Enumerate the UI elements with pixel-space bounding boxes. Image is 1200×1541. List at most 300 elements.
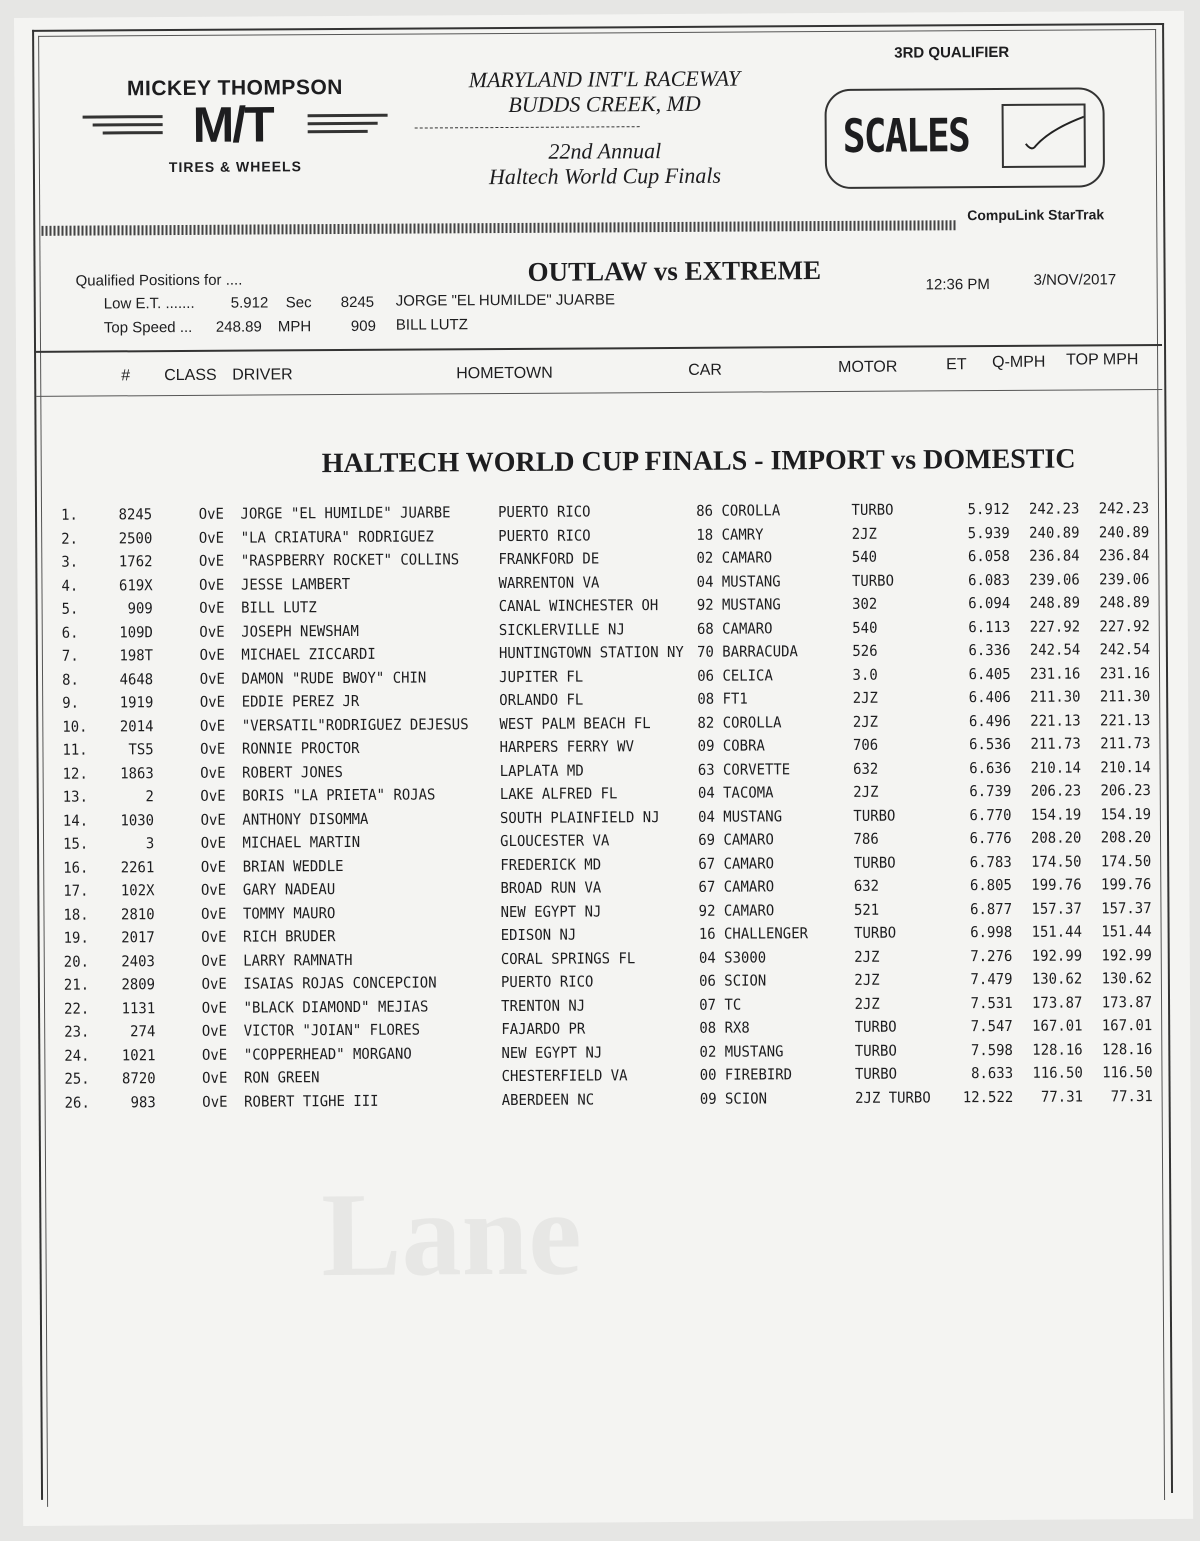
cell-qmph: 227.92 (1029, 616, 1081, 636)
cell-position: 11. (62, 740, 88, 759)
cell-hometown: CORAL SPRINGS FL (500, 948, 636, 968)
cell-qmph: 242.23 (1028, 499, 1080, 518)
cell-motor: 540 (851, 547, 878, 566)
cell-et: 5.939 (967, 523, 1010, 542)
cell-qmph: 211.73 (1030, 734, 1081, 753)
cell-car-number: 1131 (121, 998, 156, 1017)
cell-position: 16. (63, 858, 89, 877)
cell-driver: "RASPBERRY ROCKET" COLLINS (240, 550, 460, 570)
col-header-motor: MOTOR (838, 358, 898, 376)
cell-top-mph: 210.14 (1100, 757, 1151, 776)
cell-car-number: 1021 (121, 1045, 156, 1064)
cell-motor: TURBO (853, 806, 896, 825)
cell-position: 8. (61, 670, 79, 689)
cell-car: 69 CAMARO (698, 830, 774, 849)
cell-car-number: 4648 (119, 669, 154, 688)
cell-hometown: FREDERICK MD (500, 854, 602, 874)
cell-position: 7. (61, 646, 79, 665)
cell-car: 92 MUSTANG (696, 595, 781, 614)
cell-position: 6. (61, 623, 79, 642)
cell-position: 24. (64, 1046, 90, 1065)
cell-et: 6.083 (967, 570, 1011, 589)
cell-car-number: 2017 (121, 928, 155, 947)
cell-car: 07 TC (699, 995, 742, 1014)
cell-car: 18 CAMRY (696, 524, 764, 544)
cell-car-number: 619X (118, 575, 153, 594)
cell-car: 16 CHALLENGER (698, 924, 809, 943)
venue-name: MARYLAND INT'L RACEWAY (468, 65, 741, 93)
cell-car: 04 TACOMA (697, 783, 774, 802)
cell-et: 6.094 (968, 593, 1011, 613)
cell-driver: "VERSATIL"RODRIGUEZ DEJESUS (241, 714, 469, 735)
cell-class: OvE (201, 904, 227, 923)
cell-top-mph: 174.50 (1100, 851, 1152, 870)
cell-driver: ISAIAS ROJAS CONCEPCION (243, 973, 437, 993)
cell-car-number: 2403 (121, 951, 155, 970)
cell-et: 6.058 (967, 546, 1010, 566)
qualified-positions-label: Qualified Positions for .... (75, 271, 243, 290)
cell-motor: 2JZ (851, 524, 877, 543)
cell-car: 02 CAMARO (696, 548, 773, 567)
cell-motor: 786 (853, 829, 879, 848)
cell-motor: 3.0 (852, 665, 878, 684)
cell-motor: TURBO (854, 1064, 898, 1083)
cell-position: 10. (62, 717, 88, 736)
cell-driver: EDDIE PEREZ JR (241, 691, 360, 711)
cell-car-number: 983 (130, 1092, 156, 1111)
cell-qmph: 248.89 (1029, 593, 1080, 612)
cell-class: OvE (202, 1092, 228, 1111)
cell-qmph: 208.20 (1030, 828, 1082, 847)
cell-driver: JESSE LAMBERT (240, 574, 351, 594)
cell-top-mph: 128.16 (1101, 1039, 1153, 1058)
cell-hometown: SOUTH PLAINFIELD NJ (499, 807, 660, 827)
cell-car-number: 2261 (120, 857, 155, 876)
cell-car-number: 2500 (118, 528, 153, 547)
cell-class: OvE (201, 1021, 228, 1040)
cell-driver: JORGE "EL HUMILDE" JUARBE (240, 503, 451, 523)
cell-car: 67 CAMARO (698, 877, 775, 896)
cell-class: OvE (201, 998, 227, 1017)
cell-car: 67 CAMARO (698, 853, 775, 873)
cell-et: 7.547 (970, 1016, 1013, 1036)
cell-class: OvE (200, 810, 226, 829)
cell-car-number: 1863 (120, 763, 154, 782)
cell-class: OvE (198, 504, 224, 523)
cell-driver: VICTOR "JOIAN" FLORES (243, 1020, 421, 1040)
cell-motor: 2JZ (852, 688, 878, 707)
col-header-top-mph: TOP MPH (1066, 351, 1139, 369)
cell-motor: 2JZ (854, 970, 880, 989)
cell-top-mph: 227.92 (1099, 616, 1150, 635)
cell-motor: 2JZ (852, 712, 879, 731)
cell-position: 25. (64, 1069, 90, 1088)
cell-et: 8.633 (971, 1063, 1014, 1083)
cell-top-mph: 248.89 (1099, 593, 1150, 612)
low-et-driver: JORGE "EL HUMILDE" JUARBE (395, 291, 616, 310)
bleed-through-text: Lane (321, 1166, 582, 1302)
cell-top-mph: 154.19 (1100, 804, 1152, 823)
cell-qmph: 151.44 (1031, 922, 1083, 941)
cell-top-mph: 77.31 (1110, 1086, 1153, 1105)
cell-top-mph: 242.54 (1099, 640, 1151, 659)
cell-class: OvE (199, 669, 225, 688)
col-header-driver: DRIVER (232, 366, 293, 384)
col-header-et: ET (946, 356, 967, 374)
cell-position: 23. (64, 1022, 90, 1041)
cell-car-number: 2014 (119, 716, 154, 735)
cell-hometown: GLOUCESTER VA (500, 831, 610, 851)
cell-class: OvE (201, 974, 227, 993)
cell-driver: BRIAN WEDDLE (242, 856, 344, 876)
cell-car: 09 COBRA (697, 736, 765, 755)
cell-driver: MICHAEL MARTIN (242, 832, 361, 852)
cell-driver: RON GREEN (243, 1068, 320, 1087)
event-name: Haltech World Cup Finals (488, 162, 722, 190)
cell-motor: 521 (853, 900, 880, 919)
cell-motor: 540 (852, 618, 878, 637)
cell-motor: TURBO (854, 1041, 897, 1060)
timing-system: CompuLink StarTrak (967, 206, 1105, 224)
cell-et: 6.770 (969, 805, 1012, 824)
cell-hometown: PUERTO RICO (498, 502, 591, 522)
cell-hometown: PUERTO RICO (500, 972, 594, 992)
cell-class: OvE (199, 622, 225, 641)
cell-qmph: 240.89 (1029, 523, 1080, 542)
cell-qmph: 128.16 (1032, 1039, 1083, 1059)
cell-car-number: 102X (120, 881, 155, 900)
cell-position: 13. (62, 787, 89, 806)
cell-position: 1. (60, 505, 78, 524)
cell-top-mph: 157.37 (1101, 898, 1152, 917)
cell-et: 7.598 (970, 1040, 1013, 1059)
cell-hometown: NEW EGYPT NJ (500, 901, 602, 921)
cell-class: OvE (200, 763, 226, 782)
cell-position: 19. (63, 928, 89, 947)
cell-et: 6.998 (970, 922, 1013, 942)
class-title: OUTLAW vs EXTREME (527, 255, 822, 287)
logo-mark: M/T (192, 96, 273, 153)
cell-class: OvE (199, 598, 225, 617)
cell-car: 06 SCION (699, 971, 767, 990)
col-header-hometown: HOMETOWN (456, 364, 553, 383)
col-header-number: # (121, 367, 131, 385)
cell-driver: BORIS "LA PRIETA" ROJAS (242, 785, 436, 805)
cell-et: 6.406 (968, 687, 1011, 707)
cell-class: OvE (200, 786, 226, 805)
cell-position: 17. (63, 881, 89, 900)
top-speed-unit: MPH (277, 318, 312, 336)
cell-qmph: 116.50 (1032, 1063, 1083, 1082)
cell-qmph: 206.23 (1030, 781, 1082, 800)
cell-et: 6.783 (969, 852, 1012, 871)
cell-et: 6.636 (969, 758, 1012, 777)
cell-position: 12. (62, 764, 88, 783)
cell-motor: 526 (852, 641, 878, 660)
col-header-car: CAR (688, 361, 722, 379)
cell-class: OvE (199, 716, 226, 735)
cell-motor: 706 (852, 735, 879, 754)
low-et-label: Low E.T. ....... (103, 294, 195, 313)
cell-top-mph: 206.23 (1100, 781, 1151, 800)
cell-position: 22. (63, 999, 90, 1018)
cell-driver: "COPPERHEAD" MORGANO (243, 1044, 412, 1064)
cell-class: OvE (202, 1068, 228, 1087)
cell-car: 02 MUSTANG (699, 1041, 784, 1061)
cell-hometown: TRENTON NJ (501, 996, 586, 1015)
cell-car-number: 1919 (119, 693, 154, 712)
top-speed-label: Top Speed ... (103, 318, 193, 337)
cell-et: 6.776 (969, 828, 1012, 848)
cell-et: 5.912 (967, 499, 1010, 519)
cell-driver: TOMMY MAURO (242, 903, 336, 923)
cell-top-mph: 116.50 (1102, 1063, 1153, 1082)
cell-car: 09 SCION (699, 1088, 768, 1108)
cell-driver: ROBERT TIGHE III (244, 1091, 379, 1111)
cell-top-mph: 130.62 (1101, 969, 1153, 988)
cell-motor: TURBO (853, 853, 896, 872)
cell-qmph: 242.54 (1029, 640, 1081, 659)
low-et-value: 5.912 (230, 294, 269, 312)
cell-et: 7.276 (970, 946, 1013, 965)
cell-driver: JOSEPH NEWSHAM (241, 621, 359, 641)
cell-class: OvE (201, 951, 227, 970)
cell-class: OvE (200, 833, 226, 852)
cell-driver: DAMON "RUDE BWOY" CHIN (241, 667, 427, 688)
cell-car-number: 8245 (118, 505, 153, 524)
cell-car-number: 109D (119, 622, 153, 641)
event-edition: 22nd Annual (548, 138, 662, 164)
cell-position: 9. (62, 693, 80, 712)
cell-hometown: CHESTERFIELD VA (501, 1066, 628, 1086)
cell-et: 7.479 (970, 969, 1013, 989)
cell-top-mph: 236.84 (1098, 546, 1150, 565)
cell-hometown: LAKE ALFRED FL (499, 784, 618, 804)
cell-position: 14. (62, 811, 89, 830)
cell-motor: 2JZ TURBO (855, 1087, 931, 1107)
cell-et: 6.496 (968, 711, 1011, 730)
cell-motor: 632 (853, 759, 879, 778)
scales-checkbox (1002, 103, 1086, 168)
cell-et: 6.536 (969, 734, 1012, 754)
low-et-unit: Sec (285, 294, 312, 312)
cell-et: 6.405 (968, 664, 1011, 683)
cell-qmph: 231.16 (1029, 663, 1081, 683)
cell-driver: "BLACK DIAMOND" MEJIAS (243, 996, 429, 1017)
cell-driver: RONNIE PROCTOR (241, 738, 360, 758)
cell-car: 04 S3000 (698, 947, 767, 967)
cell-top-mph: 221.13 (1099, 710, 1151, 729)
cell-qmph: 211.30 (1030, 687, 1081, 706)
cell-qmph: 130.62 (1031, 969, 1083, 988)
cell-car-number: 2810 (120, 904, 155, 923)
cell-position: 20. (63, 952, 90, 971)
cell-car-number: 8720 (121, 1069, 156, 1088)
mickey-thompson-logo (62, 76, 408, 188)
report-time: 12:36 PM (925, 276, 990, 294)
cell-class: OvE (200, 739, 226, 758)
cell-class: OvE (199, 645, 225, 664)
cell-car: 00 FIREBIRD (699, 1065, 793, 1084)
cell-top-mph: 240.89 (1098, 522, 1150, 541)
cell-qmph: 167.01 (1032, 1016, 1083, 1035)
cell-qmph: 210.14 (1030, 757, 1082, 777)
results-table (61, 499, 1195, 1126)
cell-class: OvE (200, 880, 227, 899)
cell-hometown: JUPITER FL (499, 667, 584, 686)
cell-et: 6.877 (970, 899, 1013, 918)
cell-hometown: SICKLERVILLE NJ (498, 619, 625, 639)
cell-car-number: 909 (127, 599, 153, 618)
cell-hometown: ABERDEEN NC (501, 1089, 595, 1109)
cell-hometown: PUERTO RICO (498, 525, 591, 545)
cell-et: 6.739 (969, 781, 1012, 801)
cell-qmph: 239.06 (1029, 570, 1080, 589)
cell-class: OvE (198, 528, 225, 547)
cell-position: 3. (61, 552, 79, 571)
cell-car: 63 CORVETTE (697, 759, 791, 779)
cell-position: 18. (63, 905, 89, 924)
cell-car: 08 FT1 (697, 689, 748, 708)
cell-car: 68 CAMARO (696, 618, 773, 638)
cell-motor: TURBO (851, 571, 895, 590)
cell-et: 7.531 (970, 993, 1013, 1012)
cell-car-number: 2809 (121, 975, 156, 994)
cell-qmph: 174.50 (1031, 851, 1082, 871)
cell-car: 08 RX8 (699, 1018, 750, 1037)
col-header-qmph: Q-MPH (992, 353, 1046, 372)
results-sheet (14, 11, 1193, 1526)
venue-location: BUDDS CREEK, MD (508, 90, 701, 117)
cell-motor: TURBO (854, 1017, 897, 1036)
cell-driver: BILL LUTZ (241, 598, 317, 617)
cell-motor: 632 (853, 876, 880, 895)
cell-motor: 2JZ (854, 947, 880, 966)
cell-hometown: FRANKFORD DE (498, 549, 600, 569)
cell-car: 82 COROLLA (697, 712, 782, 732)
cell-car-number: 2 (145, 787, 154, 806)
cell-qmph: 173.87 (1031, 992, 1083, 1012)
cell-driver: RICH BRUDER (243, 927, 336, 946)
cell-motor: TURBO (854, 923, 897, 942)
top-speed-car-number: 909 (350, 317, 376, 335)
cell-hometown: NEW EGYPT NJ (501, 1042, 603, 1062)
cell-driver: ROBERT JONES (242, 762, 343, 782)
cell-car-number: 3 (145, 834, 155, 853)
cell-top-mph: 239.06 (1099, 569, 1150, 588)
col-header-class: CLASS (164, 366, 217, 385)
logo-tagline: TIRES & WHEELS (168, 158, 302, 176)
cell-class: OvE (201, 1045, 228, 1064)
cell-car-number: 1030 (120, 810, 155, 829)
cell-motor: 2JZ (853, 782, 879, 801)
cell-top-mph: 211.73 (1100, 734, 1151, 753)
cell-et: 6.113 (968, 617, 1011, 636)
top-speed-driver: BILL LUTZ (395, 316, 468, 334)
cell-car-number: 198T (119, 646, 154, 665)
report-date: 3/NOV/2017 (1033, 271, 1117, 289)
cell-top-mph: 211.30 (1099, 687, 1151, 706)
cell-et: 6.336 (968, 640, 1011, 660)
cell-class: OvE (200, 857, 227, 876)
cell-driver: "LA CRIATURA" RODRIGUEZ (240, 526, 434, 547)
cell-class: OvE (198, 551, 225, 570)
cell-hometown: CANAL WINCHESTER OH (498, 596, 659, 616)
cell-motor: TURBO (851, 500, 894, 519)
table-row (64, 1086, 1153, 1117)
cell-top-mph: 173.87 (1101, 992, 1153, 1011)
cell-hometown: BROAD RUN VA (500, 878, 602, 898)
cell-class: OvE (201, 927, 227, 946)
cell-car-number: 1762 (118, 552, 153, 571)
cell-qmph: 236.84 (1029, 546, 1080, 565)
cell-top-mph: 231.16 (1099, 663, 1151, 682)
cell-car: 70 BARRACUDA (697, 642, 798, 661)
cell-car-number: TS5 (128, 740, 154, 759)
cell-top-mph: 192.99 (1101, 945, 1152, 964)
cell-qmph: 77.31 (1040, 1086, 1084, 1106)
cell-hometown: EDISON NJ (500, 925, 577, 945)
cell-position: 21. (63, 975, 90, 994)
section-title: HALTECH WORLD CUP FINALS - IMPORT vs DOMESTIC (321, 443, 1076, 480)
cell-position: 4. (61, 576, 79, 595)
qualifier-label: 3RD QUALIFIER (894, 43, 1010, 62)
cell-motor: 302 (852, 594, 878, 613)
cell-qmph: 157.37 (1031, 898, 1082, 918)
cell-top-mph: 199.76 (1100, 875, 1152, 894)
cell-car: 04 MUSTANG (696, 571, 781, 591)
cell-class: OvE (199, 575, 225, 594)
cell-qmph: 221.13 (1030, 710, 1081, 730)
cell-car: 04 MUSTANG (698, 806, 783, 826)
cell-position: 5. (61, 599, 79, 618)
cell-hometown: ORLANDO FL (499, 690, 584, 710)
cell-position: 2. (61, 529, 79, 548)
cell-top-mph: 208.20 (1100, 828, 1152, 847)
cell-top-mph: 151.44 (1101, 922, 1152, 941)
cell-car: 06 CELICA (697, 665, 773, 685)
cell-position: 15. (62, 834, 89, 853)
cell-qmph: 192.99 (1031, 945, 1083, 965)
scales-label: SCALES (842, 108, 970, 163)
logo-brand: MICKEY THOMPSON (126, 75, 343, 101)
cell-top-mph: 242.23 (1098, 499, 1150, 518)
cell-hometown: WEST PALM BEACH FL (499, 713, 651, 733)
cell-et: 6.805 (969, 875, 1012, 895)
cell-top-mph: 167.01 (1101, 1016, 1153, 1035)
cell-driver: MICHAEL ZICCARDI (241, 644, 376, 664)
cell-car-number: 274 (130, 1022, 156, 1041)
cell-car: 86 COROLLA (696, 501, 781, 520)
cell-hometown: HARPERS FERRY WV (499, 737, 634, 757)
cell-motor: 2JZ (854, 994, 880, 1013)
cell-hometown: WARRENTON VA (498, 572, 600, 592)
cell-hometown: FAJARDO PR (501, 1019, 586, 1039)
check-mark-icon (1004, 105, 1084, 165)
cell-class: OvE (199, 692, 226, 711)
cell-qmph: 199.76 (1031, 875, 1082, 894)
cell-et: 12.522 (962, 1087, 1014, 1106)
cell-driver: GARY NADEAU (242, 880, 336, 899)
cell-qmph: 154.19 (1030, 804, 1082, 824)
low-et-car-number: 8245 (340, 293, 375, 312)
cell-car: 92 CAMARO (698, 900, 775, 920)
cell-position: 26. (64, 1093, 90, 1112)
cell-driver: ANTHONY DISOMMA (242, 809, 369, 829)
top-speed-value: 248.89 (215, 318, 262, 336)
cell-driver: LARRY RAMNATH (243, 950, 353, 970)
cell-hometown: HUNTINGTOWN STATION NY (498, 642, 684, 663)
